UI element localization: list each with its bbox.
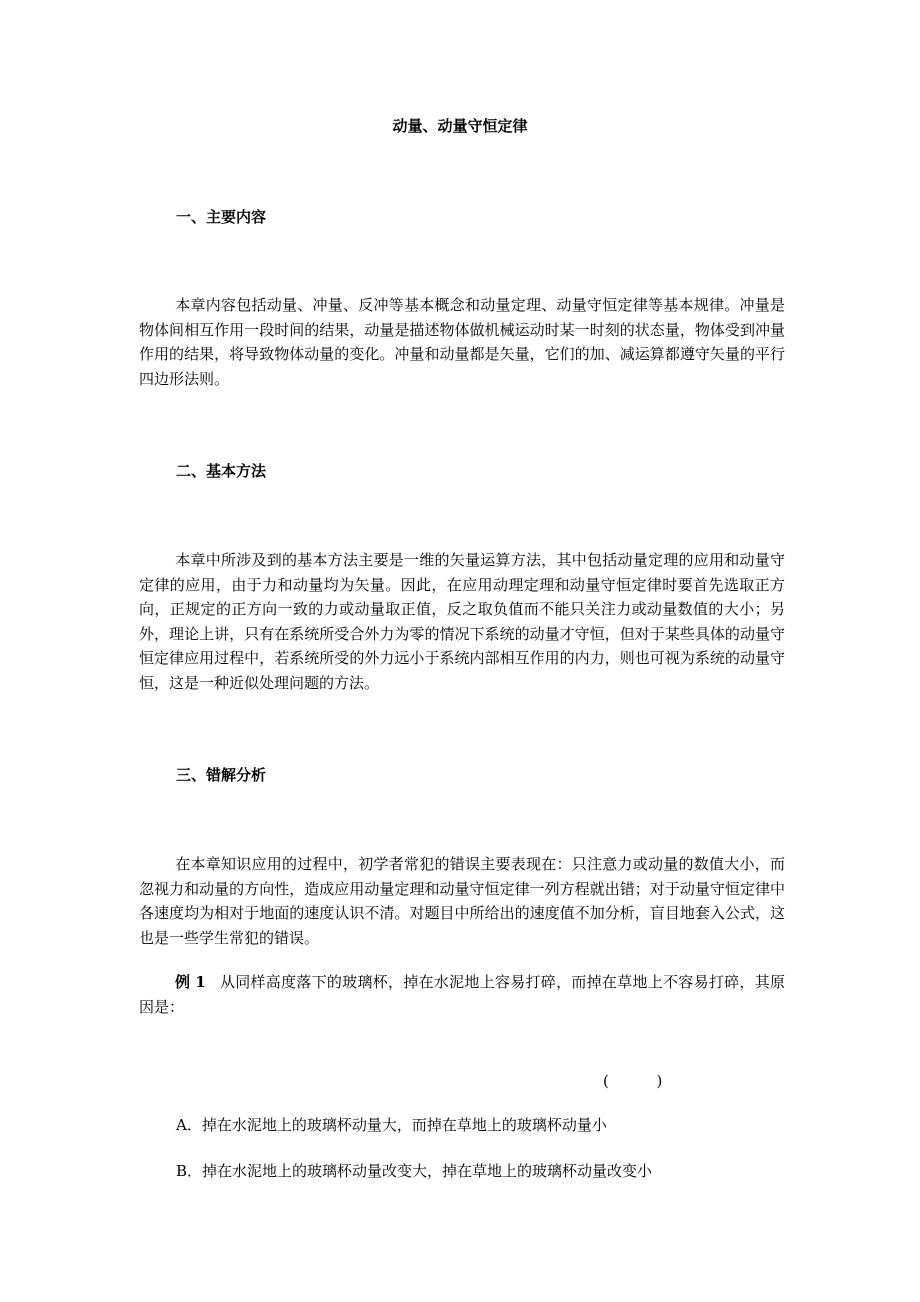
section-heading-error-analysis: 三、错解分析 <box>176 766 267 784</box>
example-question-text: 从同样高度落下的玻璃杯，掉在水泥地上容易打碎，而掉在草地上不容易打碎，其原因是： <box>139 973 785 1016</box>
option-a: A．掉在水泥地上的玻璃杯动量大，而掉在草地上的玻璃杯动量小 <box>176 1116 607 1134</box>
section-paragraph-basic-methods <box>139 548 785 695</box>
paragraph-text: 本章中所涉及到的基本方法主要是一维的矢量运算方法，其中包括动量定理的应用和动量守定律的应用，由于力和动量均为矢量。因此，在应用动理定理和动量守恒定律时要首先选取正方向，正规定的正方向一致的力或动量取正值，反之取负值而不能只关注力或动量数值的大小；另外，理论上讲，只有在系统所受合外力为零的情况下系统的动量才守恒，但对于某些具体的动量守恒定律应用过程中，若系统所受的外力远小于系统内部相互作用的内力，则也可视为系统的动量守恒，这是一种近似处理问题的方法。 <box>139 551 785 692</box>
option-b: B．掉在水泥地上的玻璃杯动量改变大，掉在草地上的玻璃杯动量改变小 <box>176 1162 653 1180</box>
section-paragraph-main-content <box>139 293 785 391</box>
section-heading-basic-methods: 二、基本方法 <box>176 462 267 480</box>
example-question <box>139 970 785 1019</box>
section-paragraph-error-analysis <box>139 852 785 950</box>
paragraph-text: 本章内容包括动量、冲量、反冲等基本概念和动量定理、动量守恒定律等基本规律。冲量是物体间相互作用一段时间的结果，动量是描述物体做机械运动时某一时刻的状态量，物体受到冲量作用的结果，将导致物体动量的变化。冲量和动量都是矢量，它们的加、减运算都遵守矢量的平行四边形法则。 <box>139 296 785 388</box>
document-title: 动量、动量守恒定律 <box>392 117 528 135</box>
paragraph-text: 在本章知识应用的过程中，初学者常犯的错误主要表现在：只注意力或动量的数值大小，而忽视力和动量的方向性，造成应用动量定理和动量守恒定律一列方程就出错；对于动量守恒定律中各速度均为相对于地面的速度认识不清。对题目中所给出的速度值不加分析，盲目地套入公式，这也是一些学生常犯的错误。 <box>139 855 785 947</box>
answer-bracket: ( ) <box>603 1072 663 1090</box>
section-heading-main-content: 一、主要内容 <box>176 208 267 226</box>
example-label: 例 1 <box>175 973 206 991</box>
